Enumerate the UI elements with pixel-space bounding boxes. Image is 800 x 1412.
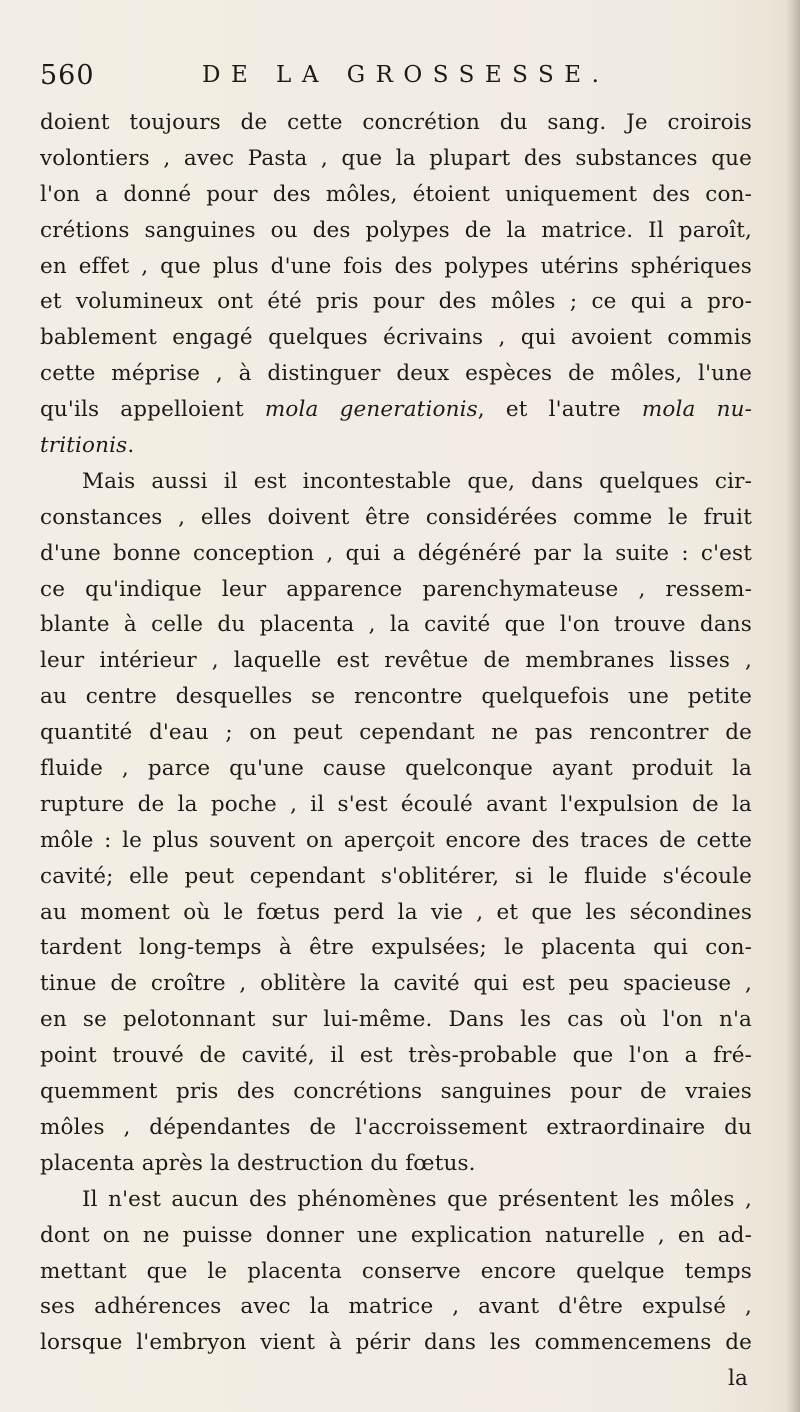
text-line: dont on ne puisse donner une explication naturelle , en ad- [40,1222,752,1248]
text-line: doient toujours de cette concrétion du sang. Je croirois [40,110,752,135]
text-line: au moment où le fœtus perd la vie , et que les sécondines [40,899,752,925]
text-line: crétions sanguines ou des polypes de la matrice. Il paroît, [40,217,752,243]
text-line: fluide , parce qu'une cause quelconque ayant produit la [40,756,752,782]
text-line: môle : le plus souvent on aperçoit encore des traces de cette [40,827,752,853]
body-text [40,105,752,1397]
text-line: cavité; elle peut cependant s'oblitérer, si le fluide s'écoule [40,863,752,889]
text-line: l'on a donné pour des môles, étoient uniquement des con- [40,181,752,207]
text-line: placenta après la destruction du fœtus. [40,1150,476,1176]
text-line: tritionis. [40,433,135,459]
text-line: constances , elles doivent être considérées comme le fruit [40,504,752,530]
text-line: tardent long-temps à être expulsées; le placenta qui con- [40,935,752,961]
text-line: au centre desquelles se rencontre quelquefois une petite [40,684,752,710]
text-line: ce qu'indique leur apparence parenchymateuse , ressem- [40,576,752,602]
text-line: rupture de la poche , il s'est écoulé avant l'expulsion de la [40,791,752,817]
text-line: ses adhérences avec la matrice , avant d'être expulsé , [40,1294,752,1320]
paragraph-start-line: Mais aussi il est incontestable que, dans quelques cir- [82,468,752,494]
page-edge-shadow [786,0,800,1412]
text-line: leur intérieur , laquelle est revêtue de membranes lisses , [40,648,752,674]
text-line: en se pelotonnant sur lui-même. Dans les cas où l'on n'a [40,1007,752,1033]
text-line: blante à celle du placenta , la cavité que l'on trouve dans [40,612,752,638]
text-line: point trouvé de cavité, il est très-probable que l'on a fré- [40,1043,752,1069]
text-line: quantité d'eau ; on peut cependant ne pas rencontrer de [40,720,752,746]
italic-term: tritionis [40,433,128,459]
text-line: tinue de croître , oblitère la cavité qui est peu spacieuse , [40,971,752,997]
text-line: et volumineux ont été pris pour des môles ; ce qui a pro- [40,289,752,315]
text-line: cette méprise , à distinguer deux espèces de môles, l'une [40,361,752,387]
text-line: quemment pris des concrétions sanguines pour de vraies [40,1079,752,1105]
text-line: d'une bonne conception , qui a dégénéré par la suite : c'est [40,540,752,566]
page-header [40,60,760,100]
italic-term: mola generationis [264,397,478,423]
catchword: la [728,1366,748,1392]
running-title: DE LA GROSSESSE. [202,62,610,88]
text-line: qu'ils appelloient mola generationis, et l'autre mola nu- [40,397,752,423]
text-line: môles , dépendantes de l'accroissement extraordinaire du [40,1114,752,1140]
paragraph-start-line: Il n'est aucun des phénomènes que présentent les môles , [82,1186,752,1212]
italic-term: mola nu- [641,397,752,423]
text-line: volontiers , avec Pasta , que la plupart des substances que [40,145,752,171]
text-line: lorsque l'embryon vient à périr dans les commencemens de [40,1330,752,1356]
text-line: en effet , que plus d'une fois des polypes utérins sphériques [40,253,752,279]
text-line: mettant que le placenta conserve encore quelque temps [40,1258,752,1284]
text-line: bablement engagé quelques écrivains , qui avoient commis [40,325,752,351]
page-number: 560 [40,60,95,91]
